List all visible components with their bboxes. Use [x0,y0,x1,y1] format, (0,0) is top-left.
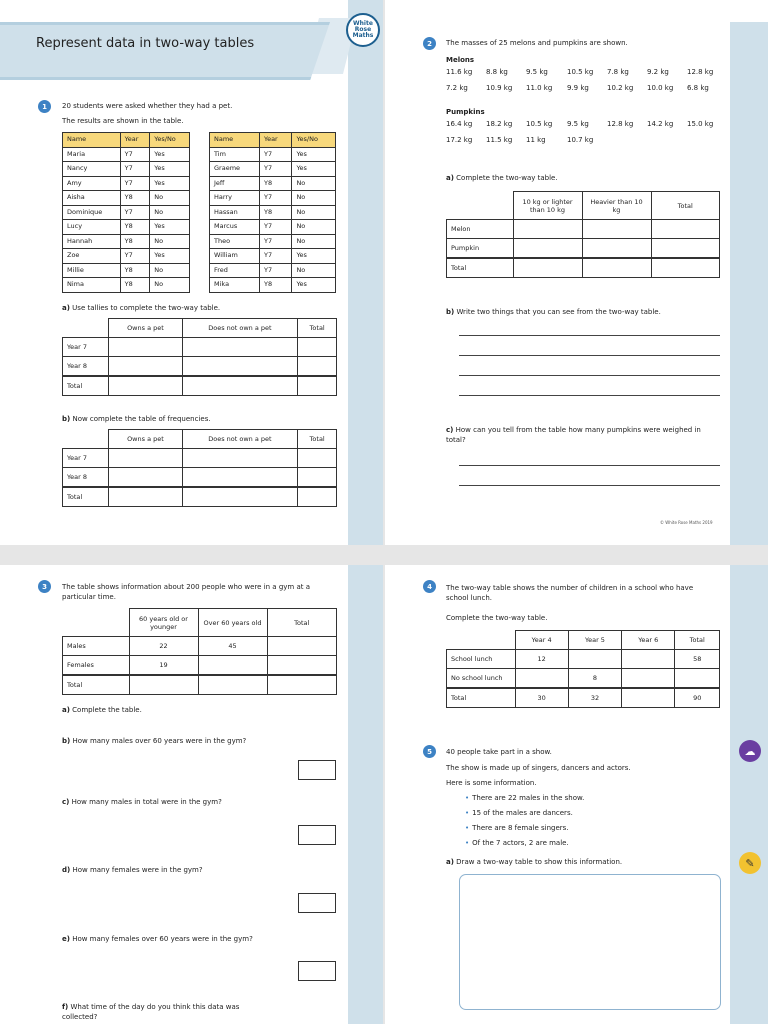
table-cell: Theo [210,234,260,249]
mass-value: 15.0 kg [687,120,714,128]
table-cell: Y8 [120,278,150,293]
table-row [63,249,190,264]
table-cell: Y7 [120,162,150,177]
mass-value: 10.5 kg [526,120,553,128]
table-cell: Yes [150,176,190,191]
table-cell: Yes [292,278,336,293]
side-band [348,0,383,545]
mass-value: 12.8 kg [687,68,714,76]
table-cell: Y7 [259,220,291,235]
question-5-number: 5 [423,745,436,758]
table-cell: Y8 [120,234,150,249]
table-cell: No [292,263,336,278]
table-row [210,162,336,177]
side-band [730,22,768,545]
table-cell: Marcus [210,220,260,235]
table-cell: No [292,191,336,206]
table-cell: No [150,191,190,206]
white-rose-logo: White Rose Maths [346,13,380,47]
q3-gym-table[interactable]: 60 years old or younger Over 60 years old Total Males 22 45 Females 19 Total [62,608,337,695]
mass-value: 11.0 kg [526,84,553,92]
q5-line-2: The show is made up of singers, dancers and actors. [446,764,631,772]
mass-value: 6.8 kg [687,84,709,92]
q2-part-c: c) How can you tell from the table how many pumpkins were weighed in total? [446,426,701,444]
table-cell: Y7 [259,263,291,278]
table-cell: Y8 [120,220,150,235]
table-cell: Hannah [63,234,121,249]
table-cell: Graeme [210,162,260,177]
table-row [63,191,190,206]
table-cell: No [292,205,336,220]
mass-value: 7.2 kg [446,84,468,92]
mass-value: 8.8 kg [486,68,508,76]
question-2-number: 2 [423,37,436,50]
table-cell: William [210,249,260,264]
q1-data-table-right: Name Year Yes/No Tim Y7 Yes Graeme Y7 Yes Jeff Y8 No Harry Y7 No Hassan Y8 No Marcus Y7 No Theo Y7 No William Y7 Yes Fred Y7 No Mika Y8 Yes [209,132,336,293]
answer-line[interactable] [459,335,720,336]
table-row [63,234,190,249]
mass-value: 10.5 kg [567,68,594,76]
mass-value: 9.5 kg [526,68,548,76]
q1-part-b: b) Now complete the table of frequencies. [62,415,211,423]
answer-line[interactable] [459,355,720,356]
pencil-icon: ✎ [739,852,761,874]
table-cell: No [150,263,190,278]
mass-value: 11 kg [526,136,546,144]
q3-c-answer-box[interactable] [298,825,336,845]
table-cell: Maria [63,147,121,162]
q3-part-c: c) How many males in total were in the gym? [62,798,222,806]
q4-intro: The two-way table shows the number of children in a school who have school lunch. [446,584,694,602]
table-cell: Hassan [210,205,260,220]
table-cell: Nima [63,278,121,293]
side-band [730,565,768,1024]
table-cell: Y8 [259,278,291,293]
q3-b-answer-box[interactable] [298,760,336,780]
q3-part-b: b) How many males over 60 years were in the gym? [62,737,247,745]
question-4-number: 4 [423,580,436,593]
table-cell: Zoe [63,249,121,264]
q2-part-b: b) Write two things that you can see from the two-way table. [446,308,661,316]
table-cell: No [150,234,190,249]
answer-line[interactable] [459,485,720,486]
table-row [210,191,336,206]
table-cell: Fred [210,263,260,278]
mass-value: 18.2 kg [486,120,513,128]
table-cell: Yes [292,147,336,162]
pumpkins-label: Pumpkins [446,108,485,116]
table-cell: Mika [210,278,260,293]
table-cell: Y7 [259,162,291,177]
table-cell: Y7 [120,176,150,191]
table-cell: Y8 [120,191,150,206]
worksheet-page-1 [0,0,383,545]
q1-part-a: a) Use tallies to complete the two-way table. [62,304,221,312]
q5-bullet: • There are 8 female singers. [465,823,569,833]
table-cell: Harry [210,191,260,206]
table-cell: Nancy [63,162,121,177]
thought-bubble-icon: ☁ [739,740,761,762]
table-cell: No [150,205,190,220]
table-row [210,249,336,264]
q4-lunch-table[interactable]: Year 4 Year 5 Year 6 Total School lunch 12 58 No school lunch 8 Total 30 32 90 [446,630,720,708]
table-cell: No [292,220,336,235]
table-cell: Y8 [120,263,150,278]
q3-part-e: e) How many females over 60 years were in the gym? [62,935,253,943]
side-band [348,565,383,1024]
mass-value: 9.9 kg [567,84,589,92]
table-cell: Aisha [63,191,121,206]
q4-instruction: Complete the two-way table. [446,614,548,622]
table-cell: Y7 [259,191,291,206]
table-cell: Yes [292,162,336,177]
q5-part-a: a) Draw a two-way table to show this information. [446,858,623,866]
question-3-number: 3 [38,580,51,593]
answer-line[interactable] [459,395,720,396]
mass-value: 10.0 kg [647,84,674,92]
mass-value: 11.6 kg [446,68,473,76]
q3-intro: The table shows information about 200 people who were in a gym at a particular time. [62,583,311,601]
table-row [210,205,336,220]
table-row [210,263,336,278]
mass-value: 14.2 kg [647,120,674,128]
mass-value: 10.7 kg [567,136,594,144]
mass-value: 10.2 kg [607,84,634,92]
table-cell: Y8 [259,176,291,191]
table-cell: Y7 [120,147,150,162]
table-cell: Amy [63,176,121,191]
q2-mass-table[interactable]: 10 kg or lighter than 10 kg Heavier than 10 kg Total Melon Pumpkin Total [446,191,720,278]
mass-value: 17.2 kg [446,136,473,144]
table-cell: Millie [63,263,121,278]
table-cell: Yes [150,162,190,177]
table-cell: Dominique [63,205,121,220]
q2-intro: The masses of 25 melons and pumpkins are shown. [446,39,628,47]
page-title: Represent data in two-way tables [36,36,255,51]
q1-data-table-left: Name Year Yes/No Maria Y7 Yes Nancy Y7 Yes Amy Y7 Yes Aisha Y8 No Dominique Y7 No Lucy Y8 Yes Hannah Y8 No Zoe Y7 Yes Millie Y8 No Nima Y8 No [62,132,190,293]
table-cell: Y7 [120,249,150,264]
table-cell: Tim [210,147,260,162]
q1-frequency-table[interactable]: Owns a pet Does not own a pet Total Year 7 Year 8 Total [62,429,337,507]
table-cell: Jeff [210,176,260,191]
table-cell: Y7 [259,234,291,249]
table-cell: Y7 [259,249,291,264]
question-1-number: 1 [38,100,51,113]
q5-line-3: Here is some information. [446,779,537,787]
q1-tally-table[interactable]: Owns a pet Does not own a pet Total Year 7 Year 8 Total [62,318,337,396]
mass-value: 9.2 kg [647,68,669,76]
mass-value: 12.8 kg [607,120,634,128]
q1-results: The results are shown in the table. [62,117,184,125]
copyright: © White Rose Maths 2019 [660,520,713,525]
table-row [210,147,336,162]
table-row [63,278,190,293]
table-cell: Yes [150,220,190,235]
q3-part-a: a) Complete the table. [62,706,142,714]
table-cell: Yes [150,147,190,162]
table-row [210,278,336,293]
q2-part-a: a) Complete the two-way table. [446,174,558,182]
table-cell: Yes [150,249,190,264]
table-cell: Y7 [259,147,291,162]
table-cell: Y7 [120,205,150,220]
melons-label: Melons [446,56,475,64]
mass-value: 9.5 kg [567,120,589,128]
mass-value: 16.4 kg [446,120,473,128]
q1-intro: 20 students were asked whether they had a pet. [62,102,233,110]
title-banner [0,22,330,80]
table-cell: Lucy [63,220,121,235]
table-row [63,220,190,235]
table-cell: No [150,278,190,293]
table-row [210,234,336,249]
q3-part-d: d) How many females were in the gym? [62,866,203,874]
mass-value: 11.5 kg [486,136,513,144]
mass-value: 10.9 kg [486,84,513,92]
table-row [63,263,190,278]
answer-line[interactable] [459,465,720,466]
q5-bullet: • Of the 7 actors, 2 are male. [465,838,569,848]
q3-d-answer-box[interactable] [298,893,336,913]
table-row [63,205,190,220]
q5-bullet: • 15 of the males are dancers. [465,808,573,818]
q3-e-answer-box[interactable] [298,961,336,981]
table-cell: Y8 [259,205,291,220]
q5-intro: 40 people take part in a show. [446,748,552,756]
q5-bullet: • There are 22 males in the show. [465,793,584,803]
mass-value: 7.8 kg [607,68,629,76]
table-cell: No [292,176,336,191]
q5-drawing-area[interactable] [459,874,721,1010]
table-row [63,176,190,191]
table-row [63,162,190,177]
table-cell: Yes [292,249,336,264]
table-row [210,220,336,235]
table-row [210,176,336,191]
q3-part-f: f) What time of the day do you think this data was collected? [62,1003,240,1021]
table-row [63,147,190,162]
answer-line[interactable] [459,375,720,376]
table-cell: No [292,234,336,249]
